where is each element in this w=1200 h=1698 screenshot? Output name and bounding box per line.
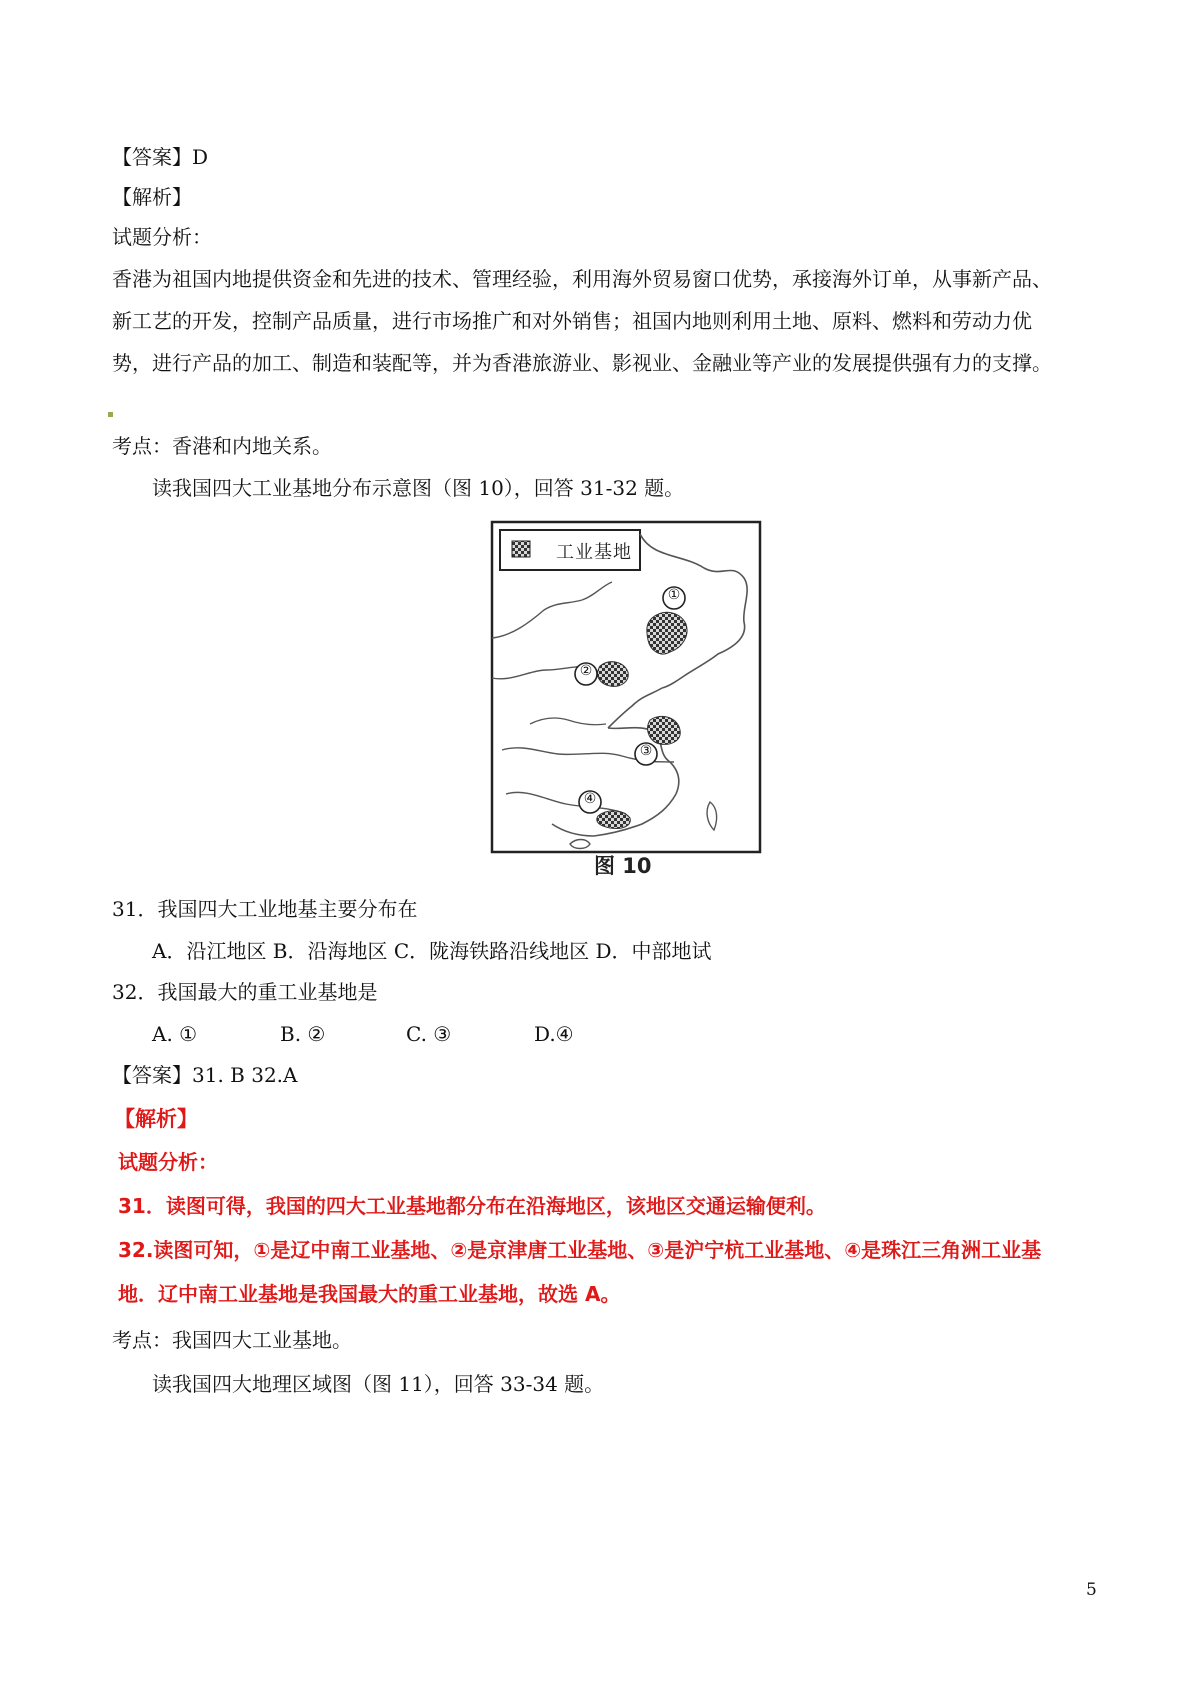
kaodian-line: 考点：香港和内地关系。	[112, 434, 332, 458]
question-32-option-a: A. ①	[152, 1022, 198, 1046]
question-31-stem: 31．我国四大工业地基主要分布在	[112, 897, 418, 921]
question-intro-33-34: 读我国四大地理区域图（图 11），回答 33-34 题。	[152, 1372, 605, 1396]
question-32-option-d: D.④	[534, 1022, 574, 1046]
question-32-option-b: B. ②	[280, 1022, 326, 1046]
question-31-options: A．沿江地区 B．沿海地区 C．陇海铁路沿线地区 D．中部地试	[152, 939, 712, 963]
stray-mark	[108, 412, 113, 417]
analysis-32-line-1: 32.读图可知，①是辽中南工业基地、②是京津唐工业基地、③是沪宁杭工业基地、④是珠江三角洲工业基	[118, 1238, 1042, 1262]
marker-label-1: ①	[667, 587, 681, 603]
map-drawing	[482, 518, 766, 878]
page-number: 5	[1086, 1580, 1097, 1600]
answer-line: 【答案】D	[112, 145, 209, 169]
analysis-paragraph-line-3: 势，进行产品的加工、制造和装配等，并为香港旅游业、影视业、金融业等产业的发展提供强有力的支撑。	[112, 351, 1052, 375]
question-intro-31-32: 读我国四大工业基地分布示意图（图 10），回答 31-32 题。	[152, 476, 685, 500]
analysis-31-32-heading: 【解析】	[114, 1107, 198, 1131]
analysis-31-32-subheading: 试题分析：	[118, 1150, 218, 1174]
kaodian-31-32: 考点：我国四大工业基地。	[112, 1328, 352, 1352]
legend-label: 工业基地	[556, 542, 632, 563]
legend-swatch	[512, 541, 530, 557]
figure-caption: 图 10	[594, 854, 652, 878]
question-32-option-c: C. ③	[406, 1022, 452, 1046]
analysis-31-line: 31．读图可得，我国的四大工业基地都分布在沿海地区，该地区交通运输便利。	[118, 1194, 826, 1218]
figure-10-map	[482, 518, 766, 878]
analysis-paragraph-line-2: 新工艺的开发，控制产品质量，进行市场推广和对外销售；祖国内地则利用土地、原料、燃料和劳动力优	[112, 309, 1032, 333]
analysis-32-line-2: 地．辽中南工业基地是我国最大的重工业基地，故选 A。	[118, 1282, 621, 1306]
marker-label-3: ③	[639, 743, 653, 759]
marker-label-2: ②	[579, 663, 593, 679]
marker-label-4: ④	[583, 791, 597, 807]
base-2-jingjintang	[598, 662, 629, 687]
base-4-zhujiang	[597, 811, 631, 829]
answer-31-32: 【答案】31. B 32.A	[112, 1063, 298, 1087]
question-32-stem: 32．我国最大的重工业基地是	[112, 980, 378, 1004]
analysis-subheading: 试题分析：	[112, 225, 212, 249]
analysis-paragraph-line-1: 香港为祖国内地提供资金和先进的技术、管理经验，利用海外贸易窗口优势，承接海外订单，从事新产品、	[112, 267, 1052, 291]
analysis-heading: 【解析】	[112, 185, 192, 209]
